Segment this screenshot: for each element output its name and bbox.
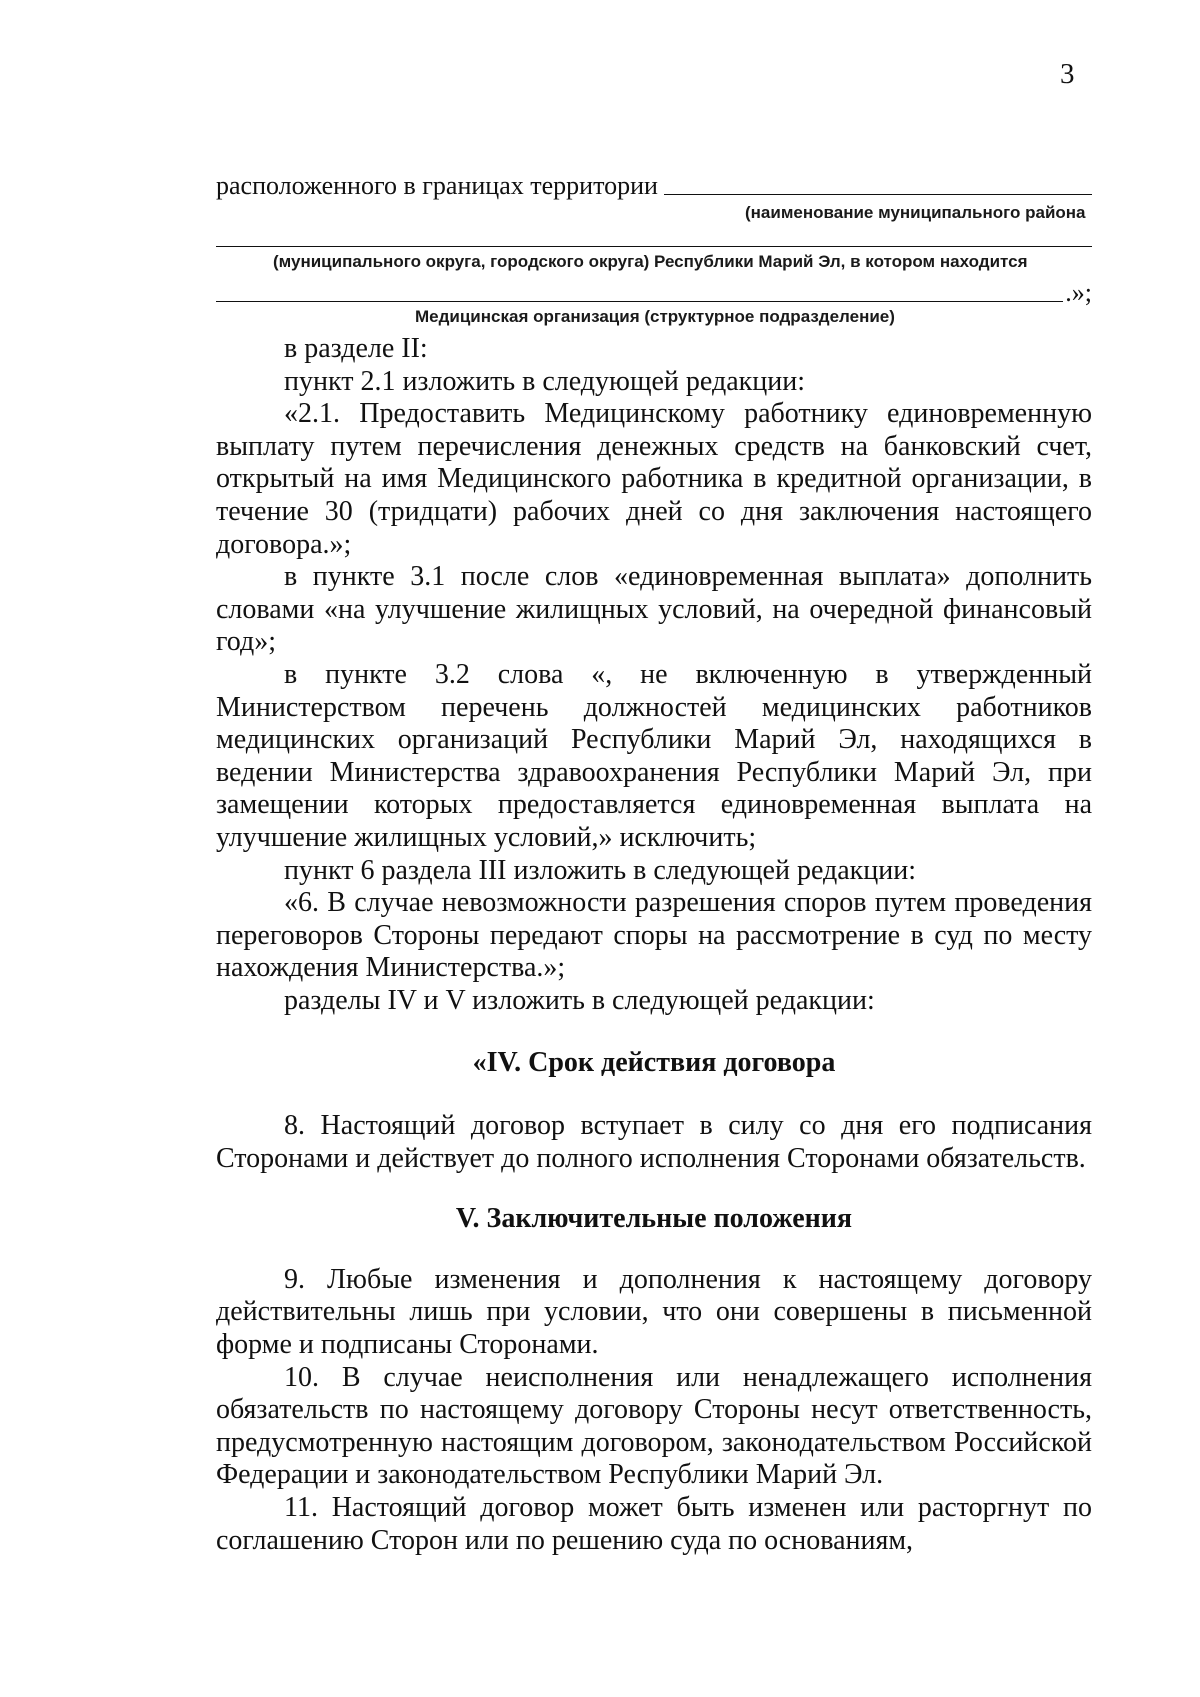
organization-line-end: .»; xyxy=(1065,278,1092,307)
spacer xyxy=(216,1080,1092,1110)
territory-line xyxy=(216,168,1092,201)
paragraph-point-3-2: в пункте 3.2 слова «, не включенную в утвержденный Министерством перечень должностей медицинских работников медицинских организаций Республики Марий Эл, находящихся в ведении Министерства здравоохранения Республики Марий Эл, при замещении которых предоставляется единовременная выплата на улучшение жилищных условий,» исключить; xyxy=(216,658,1092,853)
paragraph-point-2-1-intro: пункт 2.1 изложить в следующей редакции: xyxy=(284,365,805,397)
paragraph-point-6-intro: пункт 6 раздела III изложить в следующей редакции: xyxy=(284,854,917,886)
paragraph-point-3-1: в пункте 3.1 после слов «единовременная выплата» дополнить словами «на улучшение жилищных условий, на очередной финансовый год»; xyxy=(216,561,1092,658)
paragraph-clause-11: 11. Настоящий договор может быть изменен или расторгнут по соглашению Сторон или по решению суда по основаниям, xyxy=(216,1492,1092,1556)
section-heading-iv: «IV. Срок действия договора xyxy=(472,1047,836,1079)
organization-line xyxy=(216,275,1092,308)
spacer xyxy=(216,1236,1092,1264)
territory-label: расположенного в границах территории xyxy=(216,171,658,200)
section-heading-v: V. Заключительные положения xyxy=(455,1203,853,1235)
paragraph-section-ii: в разделе II: xyxy=(284,333,428,364)
paragraph-clause-10: 10. В случае неисполнения или ненадлежащего исполнения обязательств по настоящему договору Стороны несут ответственность, предусмотренную настоящим договором, законодательством Российской Федерации и законодательством Республики Марий Эл. xyxy=(216,1361,1092,1491)
document-body xyxy=(216,333,1092,1557)
organization-blank xyxy=(216,275,1063,302)
territory-blank xyxy=(664,168,1092,195)
paragraph-sections-iv-v-intro: разделы IV и V изложить в следующей редакции: xyxy=(284,984,875,1016)
paragraph-point-2-1-text: «2.1. Предоставить Медицинскому работнику единовременную выплату путем перечисления денежных средств на банковский счет, открытый на имя Медицинского работника в кредитной организации, в течение 30 (тридцати) рабочих дней со дня заключения настоящего договора.»; xyxy=(216,398,1092,560)
page-number: 3 xyxy=(1060,58,1075,90)
spacer xyxy=(216,1175,1092,1203)
caption-district-continued: (муниципального округа, городского округа) Республики Марий Эл, в котором находится xyxy=(273,252,1028,271)
paragraph-clause-9: 9. Любые изменения и дополнения к настоящему договору действительны лишь при условии, что они совершены в письменной форме и подписаны Сторонами. xyxy=(216,1263,1092,1361)
paragraph-point-6-text: «6. В случае невозможности разрешения споров путем проведения переговоров Стороны передают споры на рассмотрение в суд по месту нахождения Министерства.»; xyxy=(216,887,1092,984)
spacer xyxy=(216,1017,1092,1047)
blank-line-district xyxy=(216,246,1092,247)
caption-district-name: (наименование муниципального района xyxy=(745,203,1086,222)
caption-medical-organization: Медицинская организация (структурное подразделение) xyxy=(415,307,895,326)
paragraph-clause-8: 8. Настоящий договор вступает в силу со дня его подписания Сторонами и действует до полного исполнения Сторонами обязательств. xyxy=(216,1110,1092,1174)
